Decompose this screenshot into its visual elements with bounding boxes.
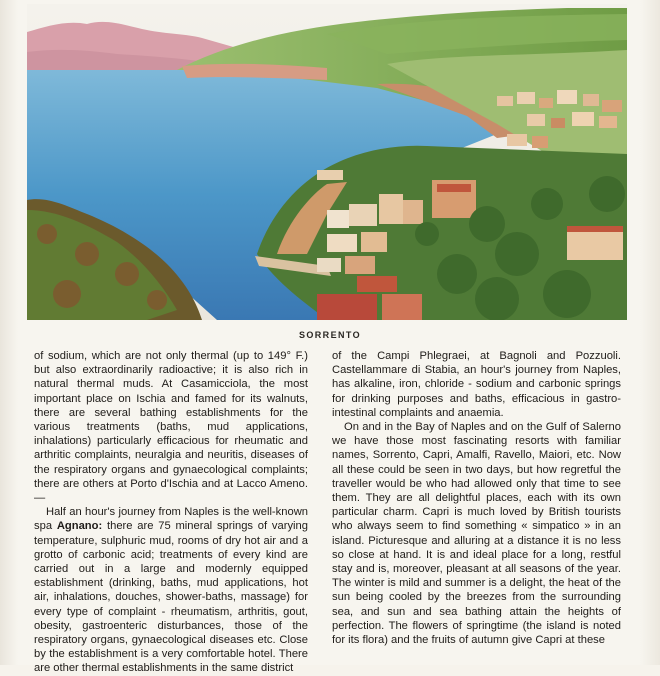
right-column [332, 349, 621, 647]
paragraph: On and in the Bay of Naples and on the Gulf of Salerno we have those most fascinating resorts with familiar names, Sorrento, Capri, Amalfi, Ravello, Maiori, etc. Now all these could be seen in two days, but how regretful the traveller would be who had allowed only that time to see them. They are all delightful places, each with its own particular charm. Capri is much loved by British tourists who always seem to find something « simpatico » in an island. Picturesque and alluring at a distance it is no less so close at hand. It is and ideal place for a long, restful stay and is, moreover, pleasant at all seasons of the year. The winter is mild and summer is a delight, the heat of the sun being cooled by the breezes from the surrounding sea, and sun and sea bathing attain the heights of perfection. The flowers of springtime (the island is noted for its flora) and the fruits of autumn give Capri at these [332, 421, 621, 647]
sorrento-painting [27, 4, 627, 320]
text-run: Half an hour's journey from Naples is the well-known spa [34, 506, 308, 533]
text-run: there are 75 mineral springs of varying temperature, sulphuric mud, rooms of dry hot air and a grotto of carbonic acid; treatments of every kind are carried out in a large and modernly equipped establishment (drinking, baths, mud applications, hot air, inhalations, douches, shower-baths, massage) for every type of complaint - rheumatism, arthritis, gout, obesity, gastroenteric disturbances, those of the respiratory organs, gynaecological diseases etc. Close by the establishment is a very comfortable hotel. There are other thermal establishments in the same district [34, 520, 308, 675]
figure-caption: SORRENTO [298, 330, 362, 340]
sorrento-illustration [27, 4, 627, 320]
left-column [34, 349, 308, 676]
paragraph: of sodium, which are not only thermal (up to 149° F.) but also extraordinarily radioactive; it is also rich in natural thermal muds. At Casamicciola, the most important place on Ischia and famed for its walnuts, there are several bathing establishments for the various treatments (baths, mud applications, inhalations) particularly efficacious for rheumatic and arthritic complaints, neuralgia and neuritis, diseases of the respiratory organs and gynaecological complaints; there are others at Porto d'Ischia and at Lacco Ameno. — [34, 350, 308, 505]
paragraph: of the Campi Phlegraei, at Bagnoli and Pozzuoli. Castellammare di Stabia, an hour's journey from Naples, has alkaline, iron, chloride - sodium and carbonic springs for drinking purposes and baths, efficacious in gastro-intestinal complaints and anaemia. [332, 350, 621, 419]
spa-name-agnano: Agnano: [56, 520, 103, 533]
paragraph-agnano [34, 505, 308, 675]
